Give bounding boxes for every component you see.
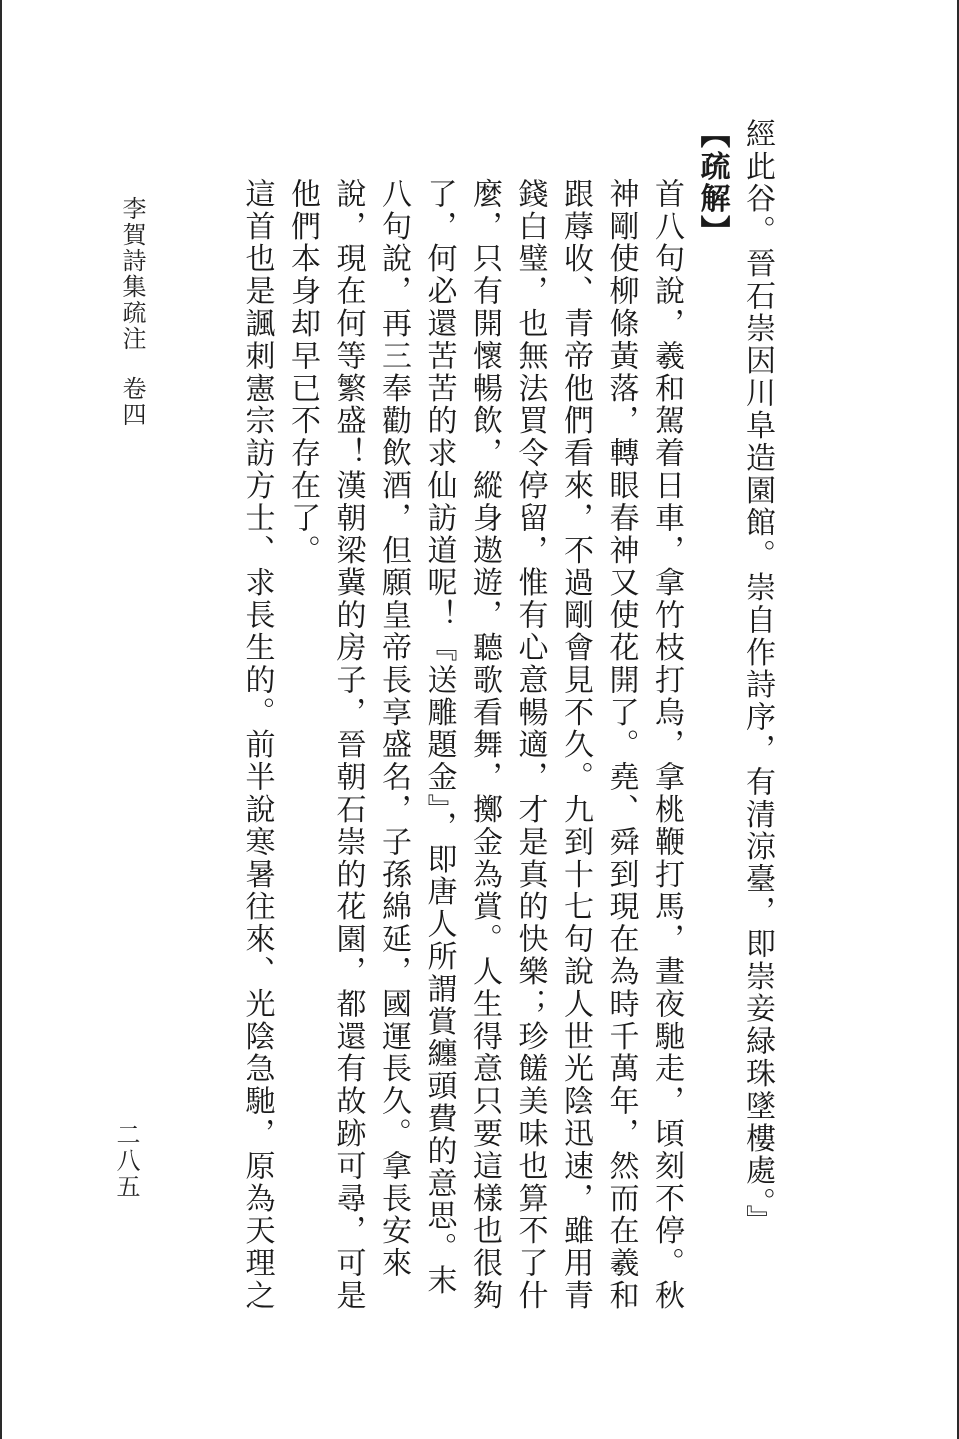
paragraph-commentary-2: 這首也是諷刺憲宗訪方士、求長生的。前半說寒暑往來、光陰急馳，原為天理之 [240, 178, 275, 1312]
book-title: 李賀詩集疏注 [118, 196, 146, 352]
quotation-continuation: 經此谷。晉石崇因川阜造園館。崇自作詩序，有清涼臺，即崇妾緑珠墜樓處。』 [740, 118, 775, 1237]
section-heading-shujie: 【疏解】 [694, 118, 730, 248]
paragraph-commentary-1: 首八句說，羲和駕着日車，拿竹枝打烏，拿桃鞭打馬，晝夜馳走，頃刻不停。秋神剛使柳條黃落，轉眼春神又使花開了。堯、舜到現在為時千萬年，然而在羲和跟蓐收、青帝他們看來，不過剛會見不久。九到十七句說人世光陰迅速，雖用青錢白璧，也無法買令停留，惟有心意暢適，才是真的快樂；珍饈美味也算不了什麼，只有開懷暢飲，縱身遨遊，聽歌看舞，擲金為賞。人生得意只要這樣也很夠了，何必還苦苦的求仙訪道呢！『送雕題金』，即唐人所謂賞纏頭費的意思。末八句說，再三奉勸飲酒，但願皇帝長享盛名，子孫綿延，國運長久。拿長安來說，現在何等繁盛！漢朝梁冀的房子，晉朝石崇的花園，都還有故跡可尋，可是他們本身却早已不存在了。 [285, 178, 684, 1312]
volume-label: 卷四 [118, 376, 146, 428]
main-text-block [240, 118, 780, 1318]
running-header [100, 196, 150, 496]
page-left-border [0, 0, 2, 1439]
page-number: 二八五 [112, 1122, 140, 1200]
